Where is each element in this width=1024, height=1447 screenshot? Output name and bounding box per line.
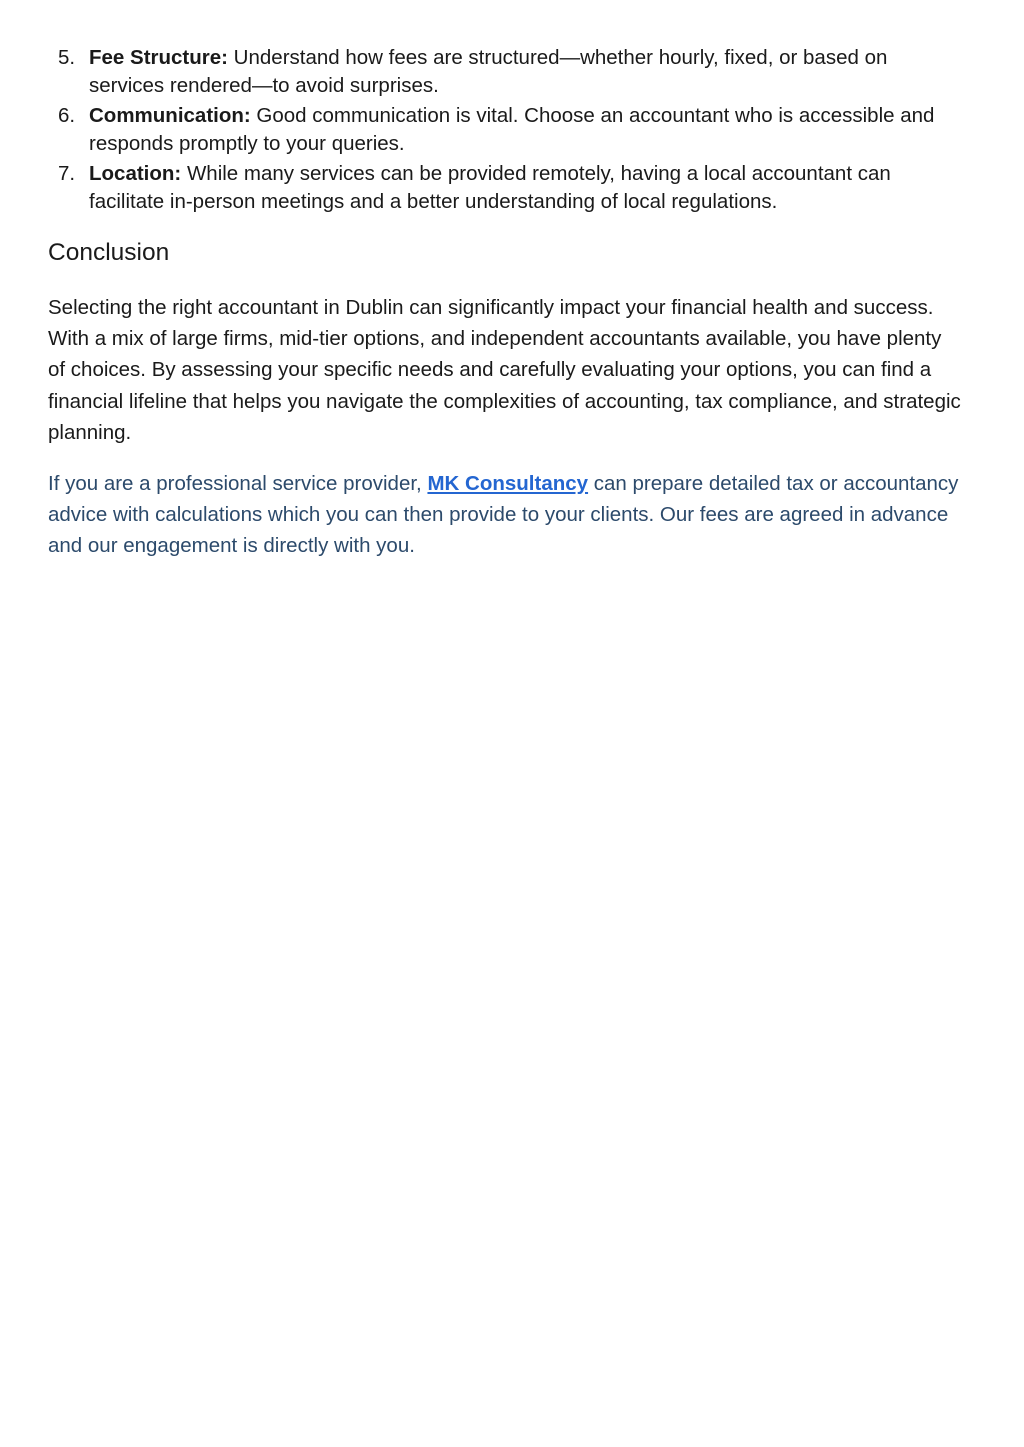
list-item-number: 5. [58, 46, 76, 69]
list-item-term: Communication: [89, 104, 251, 127]
document-page [48, 44, 964, 562]
promo-text-after: can prepare detailed tax or accountancy advice with calculations which you can then provide to your clients. Our fees are agreed in advance and our engagement is directly with you. [48, 472, 959, 558]
criteria-list [48, 44, 964, 216]
list-item [48, 102, 964, 158]
conclusion-heading: Conclusion [48, 239, 170, 266]
promo-text-before: If you are a professional service provider, [48, 472, 428, 496]
list-item-text: Good communication is vital. Choose an accountant who is accessible and responds promptly to your queries. [89, 104, 935, 155]
list-item-term: Location: [89, 162, 182, 185]
list-item [48, 44, 964, 100]
conclusion-paragraph: Selecting the right accountant in Dublin can significantly impact your financial health and success. With a mix of large firms, mid-tier options, and independent accountants available, you have plenty of choices. By assessing your specific needs and carefully evaluating your options, you can find a financial lifeline that helps you navigate the complexities of accounting, tax compliance, and strategic planning. [48, 296, 961, 444]
list-item-term: Fee Structure: [89, 46, 228, 69]
list-item-text: While many services can be provided remotely, having a local accountant can facilitate in-person meetings and a better understanding of local regulations. [89, 162, 891, 213]
mk-consultancy-link[interactable]: MK Consultancy [427, 472, 589, 496]
list-item-text: Understand how fees are structured—whether hourly, fixed, or based on services rendered—to avoid surprises. [89, 46, 888, 97]
list-item-number: 6. [58, 104, 76, 127]
list-item [48, 160, 964, 216]
promo-paragraph [48, 468, 964, 562]
list-item-number: 7. [58, 162, 76, 185]
